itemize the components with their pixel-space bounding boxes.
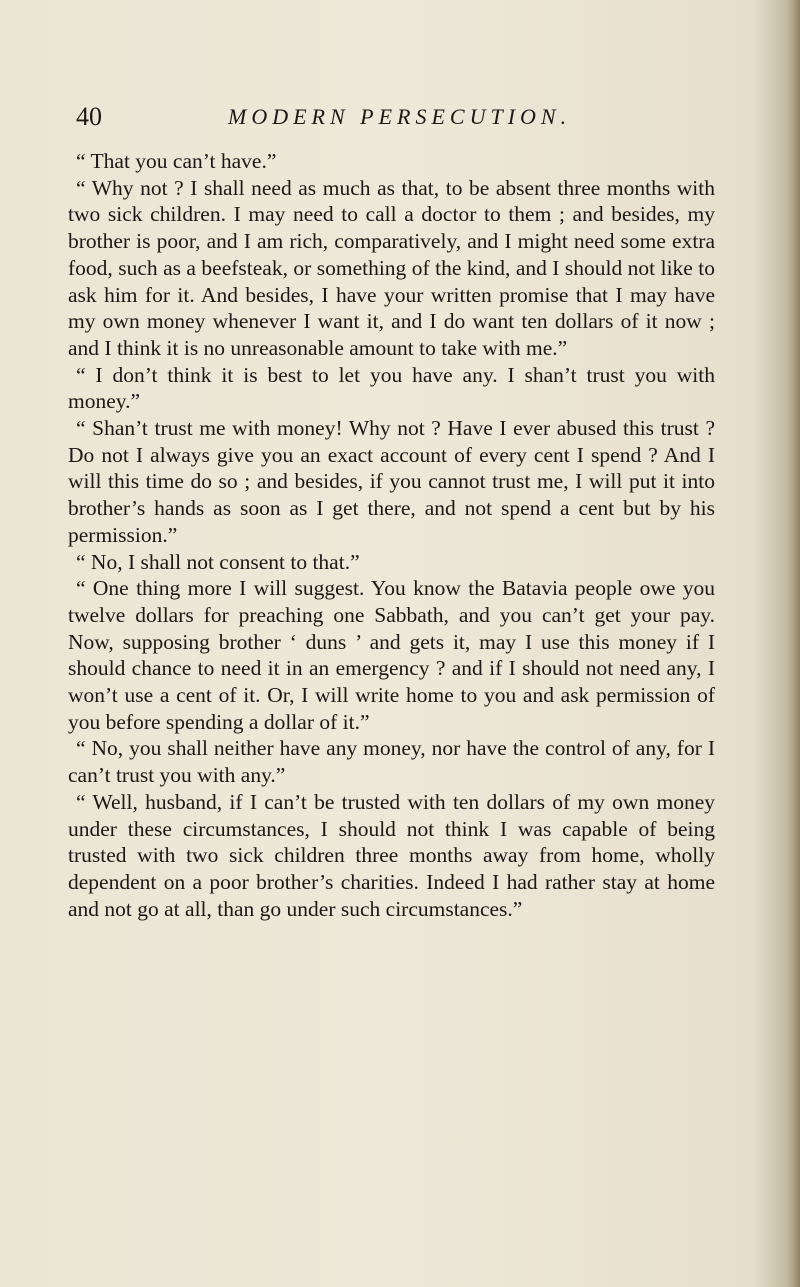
paragraph: “ That you can’t have.”	[76, 149, 277, 173]
paragraph: “ Why not ? I shall need as much as that, to be absent three months with two sick children. I may need to call a doctor to them ; and besides, my brother is poor, and I am rich, comparatively, and I might need some extra food, such as a beefsteak, or something of the kind, and I should not like to ask him for it. And besides, I have your written promise that I may have my own money whenever I want it, and I do want ten dollars of it now ; and I think it is no unreasonable amount to take with me.”	[68, 175, 715, 360]
page-number: 40	[76, 102, 102, 131]
paragraph: “ One thing more I will suggest. You know the Batavia people owe you twelve dollars for preaching one Sabbath, and you can’t get your pay. Now, supposing brother ‘ duns ’ and gets it, may I use this money if I should chance to need it in an emergency ? and if I should not need any, I won’t use a cent of it. Or, I will write home to you and ask permission of you before spending a dollar of it.”	[68, 576, 715, 734]
paragraph: “ Shan’t trust me with money! Why not ? Have I ever abused this trust ? Do not I always give you an exact account of every cent I spend ? And I will this time do so ; and besides, if you cannot trust me, I will put it into brother’s hands as soon as I get there, and not spend a cent but by his permission.”	[68, 416, 715, 547]
running-title: MODERN PERSECUTION.	[228, 104, 572, 129]
paragraph: “ I don’t think it is best to let you have any. I shan’t trust you with money.”	[68, 362, 715, 414]
paragraph: “ Well, husband, if I can’t be trusted with ten dollars of my own money under these circumstances, I should not think I was capable of being trusted with two sick children three months away from home, wholly dependent on a poor brother’s charities. Indeed I had rather stay at home and not go at all, than go under such circumstances.”	[68, 789, 715, 921]
page-header	[76, 100, 716, 140]
page-edge-shadow	[786, 0, 800, 1287]
body-text	[68, 148, 715, 922]
paragraph: “ No, you shall neither have any money, nor have the control of any, for I can’t trust you with any.”	[68, 736, 715, 788]
paragraph: “ No, I shall not consent to that.”	[76, 549, 360, 574]
